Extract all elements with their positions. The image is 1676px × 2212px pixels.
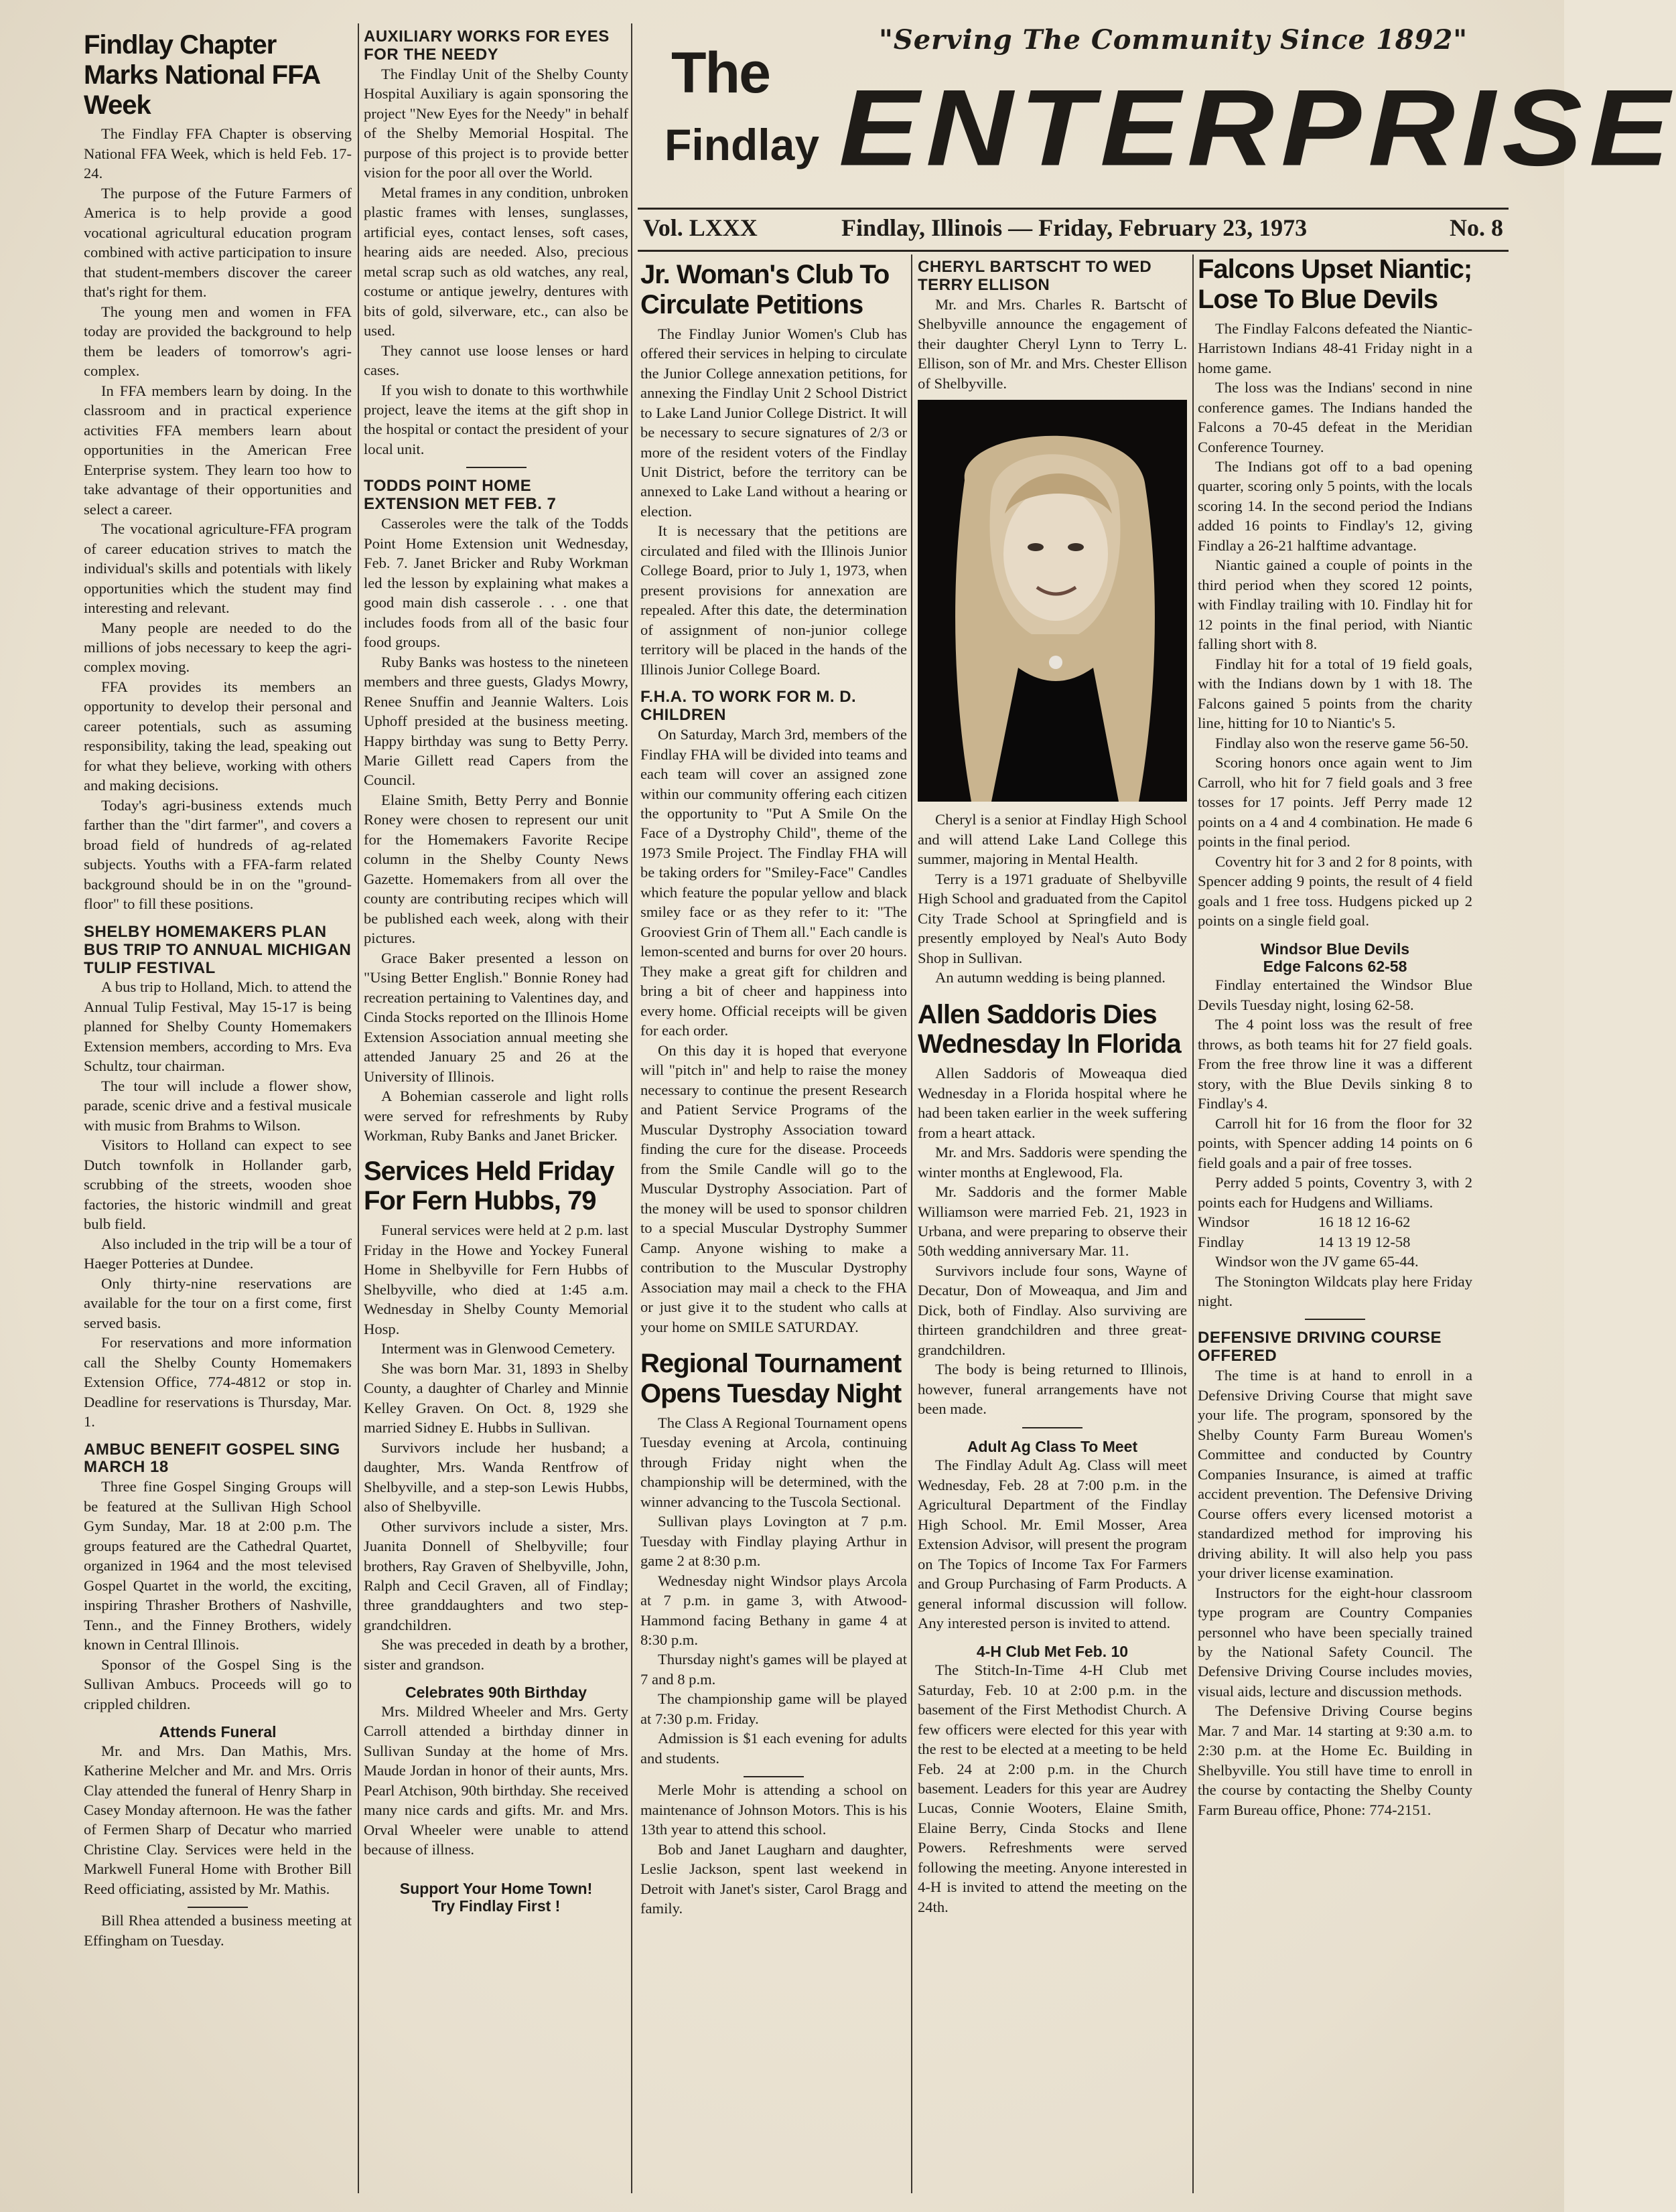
paragraph: The Findlay Unit of the Shelby County Hospital Auxiliary is again sponsoring the project "New Eyes for the Needy" in behalf of the Shelby Memorial Hospital. The purpose of this project is to provide better vision for the poor all over the World. bbox=[364, 65, 628, 181]
score-row bbox=[1198, 1212, 1472, 1232]
masthead-findlay: Findlay bbox=[665, 120, 820, 169]
paragraph: On this day it is hoped that everyone will "pitch in" and help to raise the money necessary to continue the present Research and Patient Service Programs of the Muscular Dystrophy Association toward finding the cure for the disease. Proceeds from the Smile Candle will go to the Muscular Dystrophy Association. Part of the money will be used to sponsor children to a special Muscular Dystrophy Summer Camp. Anyone wishing to make a contribution to the Muscular Dystrophy Association may mail a check to the FHA or just give it to the student who calls at your home on SMILE SATURDAY. bbox=[640, 1041, 907, 1335]
article-gospel-body bbox=[84, 1477, 352, 1714]
paragraph: It is necessary that the petitions are circulated and filed with the Illinois Junior College Board, prior to July 1, 1973, when present provisions for annexation are repealed. After this date, the determination of assignment of non-junior college territory will be placed in the hands of the Illinois Junior College Board. bbox=[640, 522, 907, 678]
paragraph: The Findlay Junior Women's Club has offered their services in helping to circulate the Junior College annexation petitions, for annexing the Findlay Unit 2 School District to Lake Land Junior College District. It will be necessary to secure signatures of 2/3 or more of the resident voters of the Findlay Unit District, before the territory can be annexed to Lake Land without a hearing or election. bbox=[640, 325, 907, 520]
paragraph: Casseroles were the talk of the Todds Point Home Extension unit Wednesday, Feb. 7. Janet Bricker and Ruby Workman led the lesson by explaining what makes a good main dish casserole . . . one that includes foods from all of the basic four food groups. bbox=[364, 515, 628, 651]
headline-windsor-1: Windsor Blue Devils bbox=[1260, 940, 1410, 958]
paragraph: The Findlay Falcons defeated the Niantic-Harristown Indians 48-41 Friday night in a home game. bbox=[1198, 319, 1472, 376]
support-line-2: Try Findlay First ! bbox=[431, 1897, 561, 1915]
masthead-the: The bbox=[671, 41, 770, 105]
volume-label: Vol. LXXX bbox=[643, 214, 758, 241]
headline-wedding: CHERYL BARTSCHT TO WED TERRY ELLISON bbox=[918, 258, 1152, 294]
score-values: 16 18 12 16-62 bbox=[1318, 1213, 1411, 1231]
article-rhea-body bbox=[84, 1911, 352, 1950]
divider bbox=[466, 467, 527, 468]
column-rule bbox=[358, 23, 359, 2193]
paragraph: The Indians got off to a bad opening quarter, scoring only 5 points, with the locals scoring 14. In the second period the Indians added 16 points to Findlay's 12, giving Findlay a 26-21 halftime advantage. bbox=[1198, 457, 1472, 554]
paragraph: Mr. and Mrs. Saddoris were spending the winter months at Englewood, Fla. bbox=[918, 1144, 1187, 1181]
headline-fha: F.H.A. TO WORK FOR M. D. CHILDREN bbox=[640, 688, 857, 725]
paragraph: Many people are needed to do the millions of jobs necessary to keep the agri-complex moving. bbox=[84, 619, 352, 676]
headline-hubbs: Services Held Friday For Fern Hubbs, 79 bbox=[364, 1156, 614, 1216]
paragraph: Grace Baker presented a lesson on "Using Better English." Bonnie Roney had recreation pertaining to Valentines day, and Cinda Stocks reported on the Illinois Home Extension Association annual meeting she attended January 25 and 26 at the University of Illinois. bbox=[364, 949, 628, 1085]
column-4 bbox=[918, 259, 1187, 2195]
paragraph: Also included in the trip will be a tour of Haeger Potteries at Dundee. bbox=[84, 1235, 352, 1272]
paragraph: Admission is $1 each evening for adults and students. bbox=[640, 1730, 907, 1767]
masthead-title: ENTERPRISE bbox=[839, 67, 1676, 189]
paragraph: If you wish to donate to this worthwhile project, leave the items at the gift shop in the hospital or contact the president of your local unit. bbox=[364, 381, 628, 457]
paragraph: Mr. Saddoris and the former Mable Williamson were married Feb. 21, 1923 in Urbana, and were preparing to observe their 50th wedding anniversary Mar. 11. bbox=[918, 1183, 1187, 1260]
paragraph: Thursday night's games will be played at 7 and 8 p.m. bbox=[640, 1651, 907, 1688]
portrait-image bbox=[918, 400, 1187, 802]
article-falcons-body bbox=[1198, 319, 1472, 931]
paragraph: Mr. and Mrs. Charles R. Bartscht of Shelbyville announce the engagement of their daughter Cheryl Lynn to Terry L. Ellison, son of Mr. and Mrs. Chester Ellison of Shelbyville. bbox=[918, 295, 1187, 392]
engagement-photo bbox=[918, 400, 1187, 802]
paragraph: Survivors include her husband; a daughter, Mrs. Wanda Rentfrow of Shelbyville, and a step-son Lewis Hubbs, also of Shelbyville. bbox=[364, 1439, 628, 1516]
paragraph: Windsor won the JV game 65-44. bbox=[1215, 1253, 1419, 1270]
paragraph: Niantic gained a couple of points in the third period when they scored 12 points, with Findlay trailing with 10. Findlay hit for 12 points in the final period, with Niantic falling short with 8. bbox=[1198, 557, 1472, 653]
score-team: Findlay bbox=[1198, 1233, 1245, 1250]
column-rule bbox=[911, 254, 912, 2193]
paragraph: The 4 point loss was the result of free throws, as both teams hit for 27 field goals. From the free throw line it was a different story, with the Blue Devils sinking 8 to Findlay's 4. bbox=[1198, 1016, 1472, 1112]
paragraph: Bill Rhea attended a business meeting at Effingham on Tuesday. bbox=[84, 1912, 352, 1949]
headline-funeral: Attends Funeral bbox=[159, 1723, 277, 1741]
paragraph: The young men and women in FFA today are provided the background to help them be leaders of tomorrow's agri-complex. bbox=[84, 303, 352, 380]
score-box bbox=[1198, 1212, 1472, 1252]
headline-birthday: Celebrates 90th Birthday bbox=[405, 1684, 587, 1702]
paragraph: Instructors for the eight-hour classroom type program are Country Companies personnel who have been specially trained by the National Safety Council. The Defensive Driving Course includes movies, visual aids, lecture and discussion methods. bbox=[1198, 1584, 1472, 1700]
paragraph: Scoring honors once again went to Jim Carroll, who hit for 7 field goals and 3 free tosses for 17 points. Jeff Perry made 12 points on a 4 and 4 combination. He made 6 points in the final period. bbox=[1198, 754, 1472, 851]
paragraph: The Stonington Wildcats play here Friday night. bbox=[1198, 1272, 1472, 1309]
headline-auxiliary: AUXILIARY WORKS FOR EYES FOR THE NEEDY bbox=[364, 27, 610, 64]
headline-driving: DEFENSIVE DRIVING COURSE OFFERED bbox=[1198, 1329, 1442, 1366]
score-values: 14 13 19 12-58 bbox=[1318, 1233, 1411, 1250]
paragraph: Wednesday night Windsor plays Arcola at 7 p.m. in game 3, with Atwood-Hammond facing Bethany in game 4 at 8:30 p.m. bbox=[640, 1572, 907, 1648]
paragraph: An autumn wedding is being planned. bbox=[935, 969, 1166, 986]
score-row bbox=[1198, 1232, 1472, 1252]
paragraph: A bus trip to Holland, Mich. to attend the Annual Tulip Festival, May 15-17 is being planned for Shelby County Homemakers Extension members, according to Mrs. Eva Schultz, tour chairman. bbox=[84, 978, 352, 1075]
paragraph: Sponsor of the Gospel Sing is the Sullivan Ambucs. Proceeds will go to crippled children. bbox=[84, 1655, 352, 1712]
article-birthday-body bbox=[364, 1702, 628, 1860]
paragraph: Other survivors include a sister, Mrs. Juanita Donnell of Shelbyville; four brothers, Ray Graven of Shelbyville, John, Ralph and Cecil Graven, all of Findlay; three granddaughters and two step-grandchildren. bbox=[364, 1518, 628, 1633]
article-windsor-body-2 bbox=[1198, 1252, 1472, 1311]
masthead-slogan: "Serving The Community Since 1892" bbox=[879, 24, 1468, 56]
paragraph: Only thirty-nine reservations are available for the tour on a first come, first served basis. bbox=[84, 1274, 352, 1331]
paragraph: Coventry hit for 3 and 2 for 8 points, with Spencer adding 9 points, the result of 4 field goals and 1 free toss. Hudgens picked up 2 points on a single field goal. bbox=[1198, 853, 1472, 930]
paragraph: Elaine Smith, Betty Perry and Bonnie Roney were chosen to represent our unit for the Homemakers Favorite Recipe column in the Shelby County News Gazette. Homemakers from all over the county are contributing recipes which will be published each week, along with their pictures. bbox=[364, 791, 628, 947]
support-line-1: Support Your Home Town! bbox=[399, 1879, 593, 1897]
paragraph: Cheryl is a senior at Findlay High School and will attend Lake Land College this summer, majoring in Mental Health. bbox=[918, 811, 1187, 868]
column-2 bbox=[364, 28, 628, 2195]
headline-regional: Regional Tournament Opens Tuesday Night bbox=[640, 1349, 902, 1408]
dateline: Findlay, Illinois — Friday, February 23, 1973 bbox=[841, 214, 1308, 241]
article-wedding-body-2 bbox=[918, 810, 1187, 987]
article-4h-body bbox=[918, 1660, 1187, 1917]
paragraph: Visitors to Holland can expect to see Dutch townfolk in Hollander garb, scrubbing of the streets, wooden shoe factories, the historic windmill and great bulb field. bbox=[84, 1136, 352, 1233]
paragraph: The body is being returned to Illinois, however, funeral arrangements have not been made. bbox=[918, 1361, 1187, 1418]
paragraph: The championship game will be played at 7:30 p.m. Friday. bbox=[640, 1690, 907, 1727]
headline-ffa: Findlay Chapter Marks National FFA Week bbox=[84, 30, 320, 120]
paragraph: The tour will include a flower show, parade, scenic drive and a festival musicale with music from Brahms to Wilson. bbox=[84, 1077, 352, 1134]
divider bbox=[1022, 1427, 1083, 1428]
headline-saddoris: Allen Saddoris Dies Wednesday In Florida bbox=[918, 999, 1181, 1059]
divider bbox=[1305, 1319, 1365, 1320]
paragraph: FFA provides its members an opportunity to develop their personal and career potentials, such as assuming responsibility, taking the lead, speaking out for what they believe, working with others and making decisions. bbox=[84, 678, 352, 794]
paragraph: Survivors include four sons, Wayne of Decatur, Don of Moweaqua, and Jim and Dick, both of Findlay. Also surviving are thirteen grandchildren and three great-grandchildren. bbox=[918, 1262, 1187, 1358]
paragraph: The Stitch-In-Time 4-H Club met Saturday, Feb. 10 at 2:00 p.m. in the basement of the First Methodist Church. A few officers were elected for this year with the rest to be elected at a meeting to be held Feb. 24 at 2:00 p.m. in the Church basement. Leaders for this year are Audrey Lucas, Connie Wooters, Elaine Smith, Elaine Berry, Cinda Stocks and Ilene Powers. Refreshments were served following the meeting. Anyone interested in 4-H is invited to attend the meeting on the 24th. bbox=[918, 1662, 1187, 1915]
article-windsor-body bbox=[1198, 975, 1472, 1212]
divider bbox=[744, 1776, 804, 1777]
paragraph: The loss was the Indians' second in nine conference games. The Indians handed the Falcons a 70-45 defeat in the Meridian Conference Tourney. bbox=[1198, 379, 1472, 455]
headline-falcons: Falcons Upset Niantic; Lose To Blue Devils bbox=[1198, 254, 1472, 314]
paragraph: Sullivan plays Lovington at 7 p.m. Tuesday with Findlay playing Arthur in game 2 at 8:30 p.m. bbox=[640, 1513, 907, 1570]
article-club-body bbox=[640, 324, 907, 680]
paragraph: Funeral services were held at 2 p.m. last Friday in the Howe and Yockey Funeral Home in Shelbyville for Fern Hubbs of Shelbyville, who died at 1:45 a.m. Wednesday in Shelby County Memorial Hosp. bbox=[364, 1222, 628, 1337]
paragraph: The Defensive Driving Course begins Mar. 7 and Mar. 14 starting at 9:30 a.m. to 2:30 p.m. at the Home Ec. Building in Shelbyville. You still have time to enroll in the course by contacting the Shelby County Farm Bureau office, Phone: 774-2151. bbox=[1198, 1702, 1472, 1818]
paragraph: Findlay hit for a total of 19 field goals, with the Indians down by 1 with 18. The Falcons gained 5 points from the charity line, hitting for 10 to Niantic's 5. bbox=[1198, 655, 1472, 732]
paragraph: Carroll hit for 16 from the floor for 32 points, with Spencer adding 14 points on 6 field goals and a pair of free tosses. bbox=[1198, 1114, 1472, 1171]
paragraph: Mrs. Mildred Wheeler and Mrs. Gerty Carroll attended a birthday dinner in Sullivan Sunday at the home of Mrs. Maude Jordan in honor of their aunts, Mrs. Pearl Atchison, 90th birthday. She received many nice cards and gifts. Mr. and Mrs. Orval Wheeler were unable to attend because of illness. bbox=[364, 1702, 628, 1858]
divider bbox=[188, 1907, 248, 1908]
paragraph: The Findlay Adult Ag. Class will meet Wednesday, Feb. 28 at 7:00 p.m. in the Agricultural Department of the Findlay High School. Mr. Emil Mosser, Area Extension Advisor, will present the program on The Topics of Income Tax For Farmers and Group Purchasing of Farm Products. A general informal discussion will follow. Any interested person is invited to attend. bbox=[918, 1457, 1187, 1632]
issue-number: No. 8 bbox=[1450, 214, 1503, 241]
article-saddoris-body bbox=[918, 1063, 1187, 1419]
paragraph: They cannot use loose lenses or hard cases. bbox=[364, 342, 628, 379]
article-hubbs-body bbox=[364, 1220, 628, 1674]
paragraph: Findlay also won the reserve game 56-50. bbox=[1215, 734, 1469, 751]
score-team: Windsor bbox=[1198, 1213, 1249, 1231]
paragraph: The time is at hand to enroll in a Defensive Driving Course that might save your life. The program, sponsored by the Shelby County Farm Bureau Women's Committee and conducted by Country Companies Insurance, is aimed at traffic accident prevention. The Defensive Driving Course offers every licensed motorist a standardized method for improving his driving ability. It will also help you pass your driver license examination. bbox=[1198, 1367, 1472, 1582]
paragraph: Interment was in Glenwood Cemetery. bbox=[381, 1340, 616, 1357]
headline-gospel: AMBUC BENEFIT GOSPEL SING MARCH 18 bbox=[84, 1440, 340, 1477]
headline-windsor-2: Edge Falcons 62-58 bbox=[1263, 958, 1407, 976]
article-ffa-body bbox=[84, 124, 352, 913]
column-rule bbox=[1192, 254, 1194, 2193]
column-5 bbox=[1198, 254, 1472, 2193]
paragraph: On Saturday, March 3rd, members of the Findlay FHA will be divided into teams and each team will cover an assigned zone within our community offering each citizen the opportunity to "Put A Smile On the Face of a Dystrophy Child", theme of the 1973 Smile Project. The Findlay FHA will be taking orders for "Smiley-Face" Candles which feature the popular yellow and black smiley face or as they refer to it: "The Grooviest Grin of Them all." Each candle is lemon-scented and burns for over 20 hours. They make a great gift for children and bring a bit of cheer and happiness into every home. Official receipts will be given for each order. bbox=[640, 726, 907, 1039]
article-driving-body bbox=[1198, 1366, 1472, 1820]
paragraph: Terry is a 1971 graduate of Shelbyville High School and graduated from the Capitol City Trade School at Springfield and is presently employed by Neal's Auto Body Shop in Sullivan. bbox=[918, 870, 1187, 966]
headline-tulip: SHELBY HOMEMAKERS PLAN BUS TRIP TO ANNUAL MICHIGAN TULIP FESTIVAL bbox=[84, 922, 352, 977]
article-auxiliary-body bbox=[364, 64, 628, 459]
dateline-bar bbox=[638, 208, 1509, 252]
paragraph: Allen Saddoris of Moweaqua died Wednesday in a Florida hospital where he had been taken earlier in the week suffering from a heart attack. bbox=[918, 1065, 1187, 1141]
paragraph: Perry added 5 points, Coventry 3, with 2 points each for Hudgens and Williams. bbox=[1198, 1174, 1472, 1211]
paragraph: Merle Mohr is attending a school on maintenance of Johnson Motors. This is his 13th year to attend this school. bbox=[640, 1781, 907, 1838]
paragraph: Bob and Janet Laugharn and daughter, Leslie Jackson, spent last weekend in Detroit with Janet's sister, Carol Bragg and family. bbox=[640, 1840, 907, 1917]
paragraph: For reservations and more information call the Shelby County Homemakers Extension Office, 774-4812 or stop in. Deadline for reservations is Thursday, Mar. 1. bbox=[84, 1334, 352, 1430]
article-ag-body bbox=[918, 1455, 1187, 1633]
masthead bbox=[638, 20, 1676, 234]
paragraph: Mr. and Mrs. Dan Mathis, Mrs. Katherine Melcher and Mr. and Mrs. Orris Clay attended the funeral of Henry Sharp in Casey Monday afternoon. He was the father of Fermen Sharp of Decatur who married Christine Clay. Services were held in the Markwell Funeral Home with Brother Bill Reed officiating, assisted by Mr. Mathis. bbox=[84, 1742, 352, 1897]
paragraph: Ruby Banks was hostess to the nineteen members and three guests, Gladys Mowry, Renee Snuffin and Jeannie Walters. Lois Uphoff presided at the business meeting. Happy birthday was sung to Betty Perry. Marie Gillett read Capers from the Council. bbox=[364, 653, 628, 789]
paragraph: The purpose of the Future Farmers of America is to help provide a good vocational agricultural education program combined with active participation to insure that student-members discover the career that's right for them. bbox=[84, 184, 352, 301]
article-tulip-body bbox=[84, 977, 352, 1431]
headline-ag-class: Adult Ag Class To Meet bbox=[967, 1437, 1138, 1455]
paragraph: In FFA members learn by doing. In the classroom and in practical experience activities FFA members learn about opportunities in the American Free Enterprise system. They learn too how to take advantage of their opportunities and select a career. bbox=[84, 382, 352, 518]
article-funeral-body bbox=[84, 1741, 352, 1899]
paragraph: She was born Mar. 31, 1893 in Shelby County, a daughter of Charley and Minnie Kelley Graven. On Oct. 8, 1929 she married Sidney E. Hubbs in Sullivan. bbox=[364, 1359, 628, 1436]
headline-todds: TODDS POINT HOME EXTENSION MET FEB. 7 bbox=[364, 477, 557, 514]
paragraph: Metal frames in any condition, unbroken plastic frames with lenses, sunglasses, artificial eyes, contact lenses, soft cases, hearing aids are needed. Also, precious metal scrap such as old watches, any real, costume or antique jewelry, dentures with bits of gold, silverware, etc., can also be used. bbox=[364, 183, 628, 340]
article-regional-body bbox=[640, 1413, 907, 1769]
headline-club: Jr. Woman's Club To Circulate Petitions bbox=[640, 260, 890, 319]
article-wedding-body bbox=[918, 295, 1187, 393]
paragraph: A Bohemian casserole and light rolls were served for refreshments by Ruby Workman, Ruby Banks and Janet Bricker. bbox=[364, 1088, 628, 1145]
paragraph: Today's agri-business extends much farther than the "dirt farmer", and covers a broad field of hundreds of ag-related subjects. Youths with a FFA-farm related background should be in on the "ground-floor" to fill these positions. bbox=[84, 796, 352, 913]
paragraph: She was preceded in death by a brother, sister and grandson. bbox=[364, 1636, 628, 1673]
headline-4h: 4-H Club Met Feb. 10 bbox=[976, 1642, 1129, 1660]
article-todds-body bbox=[364, 514, 628, 1146]
article-mohr-body bbox=[640, 1780, 907, 1918]
paragraph: The Class A Regional Tournament opens Tuesday evening at Arcola, continuing through Friday night when the championship will be determined, with the winner advancing to the Tuscola Sectional. bbox=[640, 1414, 907, 1510]
paragraph: The Findlay FFA Chapter is observing National FFA Week, which is held Feb. 17-24. bbox=[84, 125, 352, 182]
column-1 bbox=[84, 30, 352, 2193]
paragraph: Findlay entertained the Windsor Blue Devils Tuesday night, losing 62-58. bbox=[1198, 976, 1472, 1013]
article-fha-body bbox=[640, 725, 907, 1337]
column-rule bbox=[631, 23, 632, 2193]
paragraph: The vocational agriculture-FFA program of career education strives to match the individual's skills and potentials with likely opportunities which the student may find interesting and relevant. bbox=[84, 520, 352, 617]
paragraph: Three fine Gospel Singing Groups will be featured at the Sullivan High School Gym Sunday, Mar. 18 at 2:00 p.m. The groups featured are the Cathedral Quartet, organized in 1964 and the most televised Gospel Quartet in the world, the exciting, inspiring Thrasher Brothers of Nashville, Tenn., and the Finney Brothers, widely known in Central Illinois. bbox=[84, 1478, 352, 1653]
column-3 bbox=[640, 260, 907, 2195]
